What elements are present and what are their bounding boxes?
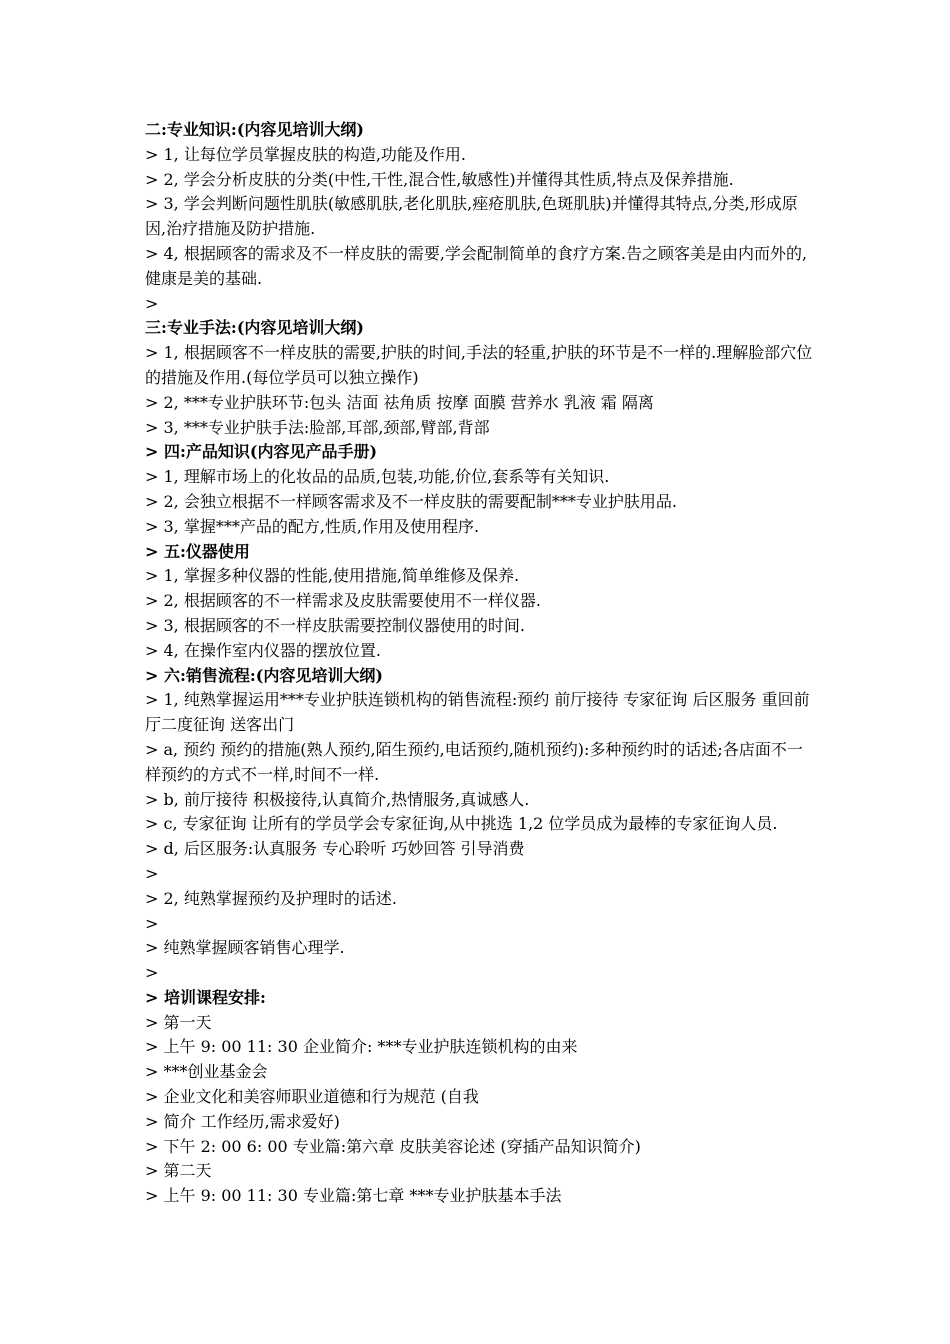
- text-line: >: [145, 963, 159, 983]
- text-line: > d, 后区服务:认真服务 专心聆听 巧妙回答 引导消费: [145, 839, 525, 859]
- section-heading: > 六:销售流程:(内容见培训大纲): [145, 665, 383, 685]
- text-line: >: [145, 913, 159, 933]
- text-line: > 3, 掌握***产品的配方,性质,作用及使用程序.: [145, 516, 480, 536]
- text-line: > b, 前厅接待 积极接待,认真简介,热情服务,真诚感人.: [145, 789, 530, 809]
- text-line: > 1, 纯熟掌握运用***专业护肤连锁机构的销售流程:预约 前厅接待 专家征询 后区服务 重回前厅二度征询 送客出门: [145, 690, 810, 735]
- text-line: > 1, 让每位学员掌握皮肤的构造,功能及作用.: [145, 144, 467, 164]
- text-line: > a, 预约 预约的措施(熟人预约,陌生预约,电话预约,随机预约):多种预约时的话述;各店面不一样预约的方式不一样,时间不一样.: [145, 739, 803, 784]
- section-heading: > 五:仪器使用: [145, 541, 250, 561]
- text-line: > 2, 学会分析皮肤的分类(中性,干性,混合性,敏感性)并懂得其性质,特点及保养措施.: [145, 169, 734, 189]
- text-line: > 1, 掌握多种仪器的性能,使用措施,简单维修及保养.: [145, 566, 520, 586]
- text-line: >: [145, 293, 159, 313]
- section-heading: > 四:产品知识(内容见产品手册): [145, 442, 378, 462]
- text-line: > 1, 根据顾客不一样皮肤的需要,护肤的时间,手法的轻重,护肤的环节是不一样的.理解脸部穴位的措施及作用.(每位学员可以独立操作): [145, 343, 813, 387]
- text-line: > 下午 2: 00 6: 00 专业篇:第六章 皮肤美容论述 (穿插产品知识简介): [145, 1136, 641, 1156]
- text-line: > 第一天: [145, 1012, 212, 1032]
- text-line: >: [145, 863, 159, 883]
- text-line: > 简介 工作经历,需求爱好): [145, 1111, 340, 1131]
- text-line: > 第二天: [145, 1161, 212, 1181]
- section-heading: 三:专业手法:(内容见培训大纲): [145, 318, 364, 338]
- section-heading: 二:专业知识:(内容见培训大纲): [145, 120, 364, 139]
- text-line: > 纯熟掌握顾客销售心理学.: [145, 938, 345, 958]
- text-line: > 3, 学会判断问题性肌肤(敏感肌肤,老化肌肤,痤疮肌肤,色斑肌肤)并懂得其特点,分类,形成原因,治疗措施及防护措施.: [145, 194, 798, 239]
- text-line: > 上午 9: 00 11: 30 专业篇:第七章 ***专业护肤基本手法: [145, 1186, 562, 1206]
- text-line: > 2, ***专业护肤环节:包头 洁面 祛角质 按摩 面膜 营养水 乳液 霜 隔离: [145, 392, 654, 412]
- text-line: > 上午 9: 00 11: 30 企业简介: ***专业护肤连锁机构的由来: [145, 1037, 578, 1057]
- text-line: > c, 专家征询 让所有的学员学会专家征询,从中挑选 1,2 位学员成为最棒的专家征询人员.: [145, 814, 778, 834]
- text-line: > ***创业基金会: [145, 1062, 268, 1082]
- text-line: > 3, 根据顾客的不一样皮肤需要控制仪器使用的时间.: [145, 615, 525, 635]
- text-line: > 企业文化和美容师职业道德和行为规范 (自我: [145, 1087, 479, 1107]
- text-line: > 2, 会独立根据不一样顾客需求及不一样皮肤的需要配制***专业护肤用品.: [145, 491, 677, 511]
- text-line: > 3, ***专业护肤手法:脸部,耳部,颈部,臂部,背部: [145, 417, 490, 437]
- text-line: > 2, 根据顾客的不一样需求及皮肤需要使用不一样仪器.: [145, 591, 541, 611]
- text-line: > 2, 纯熟掌握预约及护理时的话述.: [145, 888, 397, 908]
- section-heading: > 培训课程安排:: [145, 987, 266, 1007]
- text-line: > 1, 理解市场上的化妆品的品质,包装,功能,价位,套系等有关知识.: [145, 467, 610, 487]
- text-line: > 4, 在操作室内仪器的摆放位置.: [145, 640, 381, 660]
- document-page: [145, 118, 815, 1209]
- text-line: > 4, 根据顾客的需求及不一样皮肤的需要,学会配制简单的食疗方案.告之顾客美是由内而外的,健康是美的基础.: [145, 243, 808, 288]
